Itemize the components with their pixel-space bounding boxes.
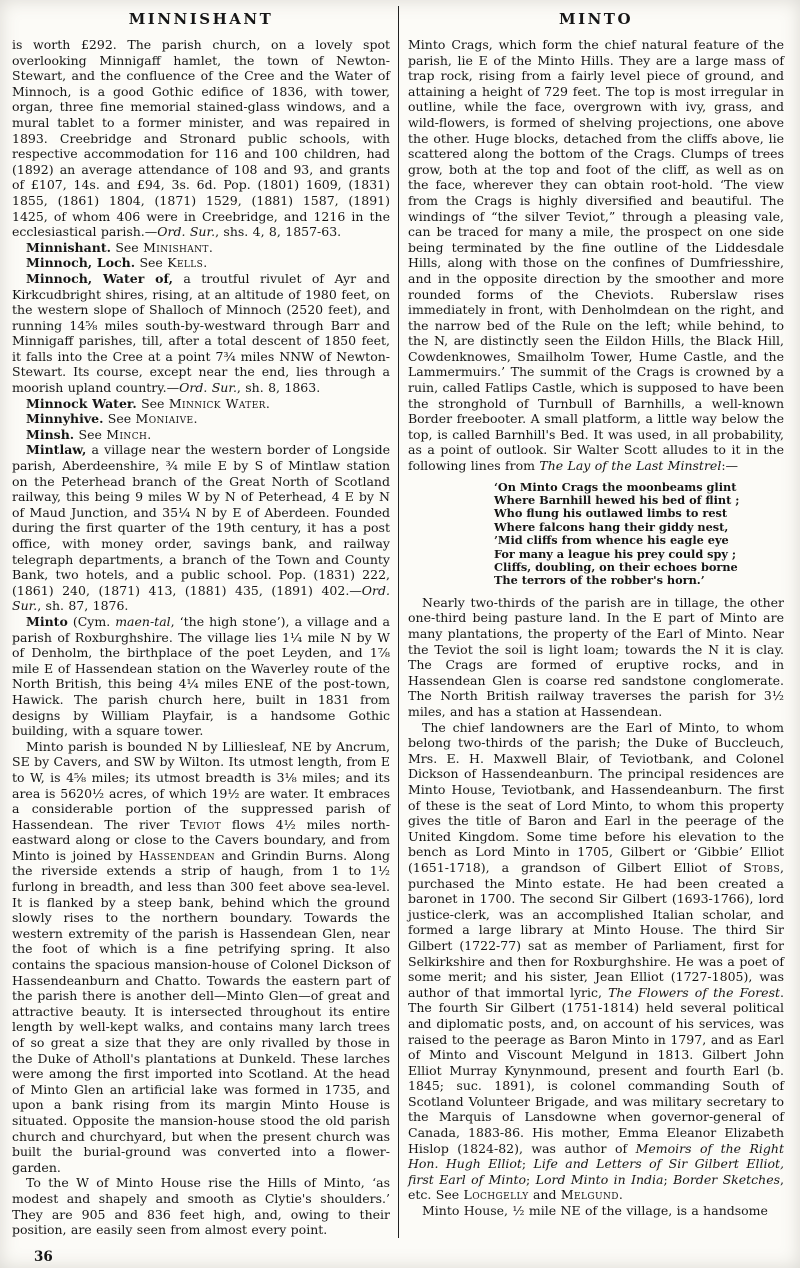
body-text: a village near the western border of Longside parish, Aberdeenshire, ¾ mile E by S of Mintlaw station on the Peterhead branch of the Great North of Scotland railway, this being 9 miles W by N of Peterhead, 4 E by N of Maud Junction, and 35¼ N by E of Aberdeen. Founded during the first quarter of the 19th century, it has a post office, with money order, savings bank, and railway telegraph departments, a branch of the Town and County Bank, two hotels, and a public school. Pop. (1831) 222, (1861) 240, (1871) 413, (1881) 435, (1891) 402.—: [12, 442, 390, 598]
body-text: Minto House, ½ mile NE of the village, is a handsome: [422, 1203, 768, 1219]
paragraph: [12, 240, 390, 256]
italic-title: Border Sketches: [673, 1171, 781, 1187]
paragraph: [408, 595, 784, 720]
body-text: , purchased the Minto estate. He had been created a baronet in 1700. The second Sir Gilbert (1693-1766), lord justice-clerk, was an accomplished Italian scholar, and formed a large library at Minto House. The third Sir Gilbert (1722-77) sat as member of Parliament, first for Selkirkshire and then for Roxburghshire. He was a poet of some merit; and his sister, Jean Elliot (1727-1805), was author of that immortal lyric,: [408, 859, 784, 1000]
small-caps-reference: Kells: [167, 255, 204, 271]
small-caps-reference: Moniaive: [135, 411, 194, 427]
paragraph: [12, 442, 390, 614]
small-caps-reference: Hassendean: [138, 847, 216, 863]
right-column-body: [408, 37, 784, 1219]
paragraph: [12, 271, 390, 396]
body-text: Nearly two-thirds of the parish are in tillage, the other one-third being pasture land. In the E part of Minto are many plantations, the property of the Earl of Minto. Near the Teviot the soil is light loam; towards the N it is clay. The Crags are formed of eruptive rocks, and in Hassendean Glen is coarse red sandstone conglomerate. The North British railway traverses the parish for 3½ miles, and has a station at Hassendean.: [408, 594, 784, 720]
paragraph: [408, 720, 784, 1203]
verse-line: Where Barnhill hewed his bed of flint ;: [494, 493, 740, 508]
body-text: ;: [663, 1171, 674, 1187]
left-running-head: MINNISHANT: [128, 10, 274, 28]
verse-line: For many a league his prey could spy ;: [494, 546, 737, 561]
right-running-head: MINTO: [558, 10, 634, 28]
body-text: and Grindin Burns. Along the riverside extends a strip of haugh, from 1 to 1½ furlong in breadth, and less than 300 feet above sea-level. It is flanked by a steep bank, behind which the ground slowly rises to the northern boundary. Towards the western extremity of the parish is Hassendean Glen, near the foot of which is a fine petrifying spring. It also contains the spacious mansion-house of Colonel Dickson of Hassendeanburn and Chatto. Towards the eastern part of the parish there is another dell—Minto Glen—of great and attractive beauty. It is intersected throughout its entire length by well-kept walks, and contains many larch trees of so great a size that they are only rivalled by those in the Duke of Atholl's plantations at Dunkeld. These larches were among the first imported into Scotland. At the head of Minto Glen an artificial lake was formed in 1735, and upon a bank rising from its margin Minto House is situated. Opposite the mansion-house stood the old parish church and churchyard, but when the present church was built the burial-ground was converted into a flower-garden.: [12, 847, 390, 1175]
body-text: Minto Crags, which form the chief natural feature of the parish, lie E of the Minto Hills. They are a large mass of trap rock, rising from a fairly level piece of ground, and attaining a height of 729 feet. The top is most irregular in outline, while the face, overgrown with ivy, grass, and wild-flowers, is formed of shelving projections, one above the other. Huge blocks, detached from the cliffs above, lie scattered along the bottom of the Crags. Clumps of trees grow, both at the top and foot of the cliff, as well as on the face, wherever they can obtain root-hold. ‘The view from the Crags is highly diversified and beautiful. The windings of “the silver Teviot,” through a pleasing vale, can be traced for many a mile, the prospect on one side being terminated by the fine outline of the Liddesdale Hills, along with those on the confines of Dumfriesshire, and in the opposite direction by the smoother and more rounded forms of the Cheviots. Ruberslaw rises immediately in front, with Denholmdean on the right, and the narrow bed of the Rule on the left; while behind, to the N, are distinctly seen the Eildon Hills, the Black Hill, Cowdenknowes, Smailholm Tower, Hume Castle, and the Lammermuirs.’ The summit of the Crags is crowned by a ruin, called Fatlips Castle, which is supposed to have been the stronghold of Turnbull of Barnhills, a well-known Border freebooter. A small platform, a little way below the top, is called Barnhill's Bed. It was used, in all probability, as a point of outlook. Sir Walter Scott alludes to it in the following lines from: [408, 37, 784, 474]
body-text: , ‘the high stone’), a village and a parish of Roxburghshire. The village lies 1¼ mile N by W of Denholm, the birthplace of the poet Leyden, and 1⅞ mile E of Hassendean station on the Waverley route of the North British, this being 4¼ miles ENE of the post-town, Hawick. The parish church here, built in 1831 from designs by William Playfair, is a handsome Gothic building, with a square tower.: [12, 613, 390, 739]
body-text: (Cym.: [67, 613, 116, 629]
paragraph: [408, 37, 784, 474]
italic-title: Lord Minto in India: [535, 1171, 664, 1187]
body-text: ;: [526, 1171, 536, 1187]
body-text: .: [203, 255, 208, 271]
verse-line: ’Mid cliffs from whence his eagle eye: [494, 533, 729, 548]
verse-line: Who flung his outlawed limbs to rest: [494, 506, 728, 521]
body-text: :—: [721, 458, 739, 474]
body-text: .: [193, 411, 198, 427]
body-text: , sh. 8, 1863.: [236, 380, 321, 396]
italic-title: maen-tal: [115, 613, 171, 629]
body-text: . The fourth Sir Gilbert (1751-1814) held several political and diplomatic posts, and, on account of his services, was raised to the peerage as Baron Minto in 1797, and as Earl of Minto and Viscount Melgund in 1813. Gilbert John Elliot Murray Kynynmound, present and fourth Earl (b. 1845; suc. 1891), is colonel commanding South of Scotland Volunteer Brigade, and was military secretary to the Marquis of Lansdowne when governor-general of Canada, 1883-86. His mother, Emma Eleanor Elizabeth Hislop (1824-82), was author of: [408, 984, 784, 1156]
entry-headword: Minsh.: [26, 426, 75, 442]
verse-line: ‘On Minto Crags the moonbeams glint: [494, 479, 737, 494]
italic-title: Ord. Sur.: [179, 380, 237, 396]
small-caps-reference: Minch: [106, 426, 148, 442]
paragraph: [12, 427, 390, 443]
italic-title: Memoirs of the Right Hon. Hugh Elliot: [408, 1140, 784, 1172]
body-text: , shs. 4, 8, 1857-63.: [215, 224, 342, 240]
body-text: The chief landowners are the Earl of Minto, to whom belong two-thirds of the parish; the Duke of Buccleuch, Mrs. E. H. Maxwell Blair, of Teviotbank, and Colonel Dickson of Hassendeanburn. The principal residences are Minto House, Teviotbank, and Hassendeanburn. The first of these is the seat of Lord Minto, to whom this property gives the title of Baron and Earl in the peerage of the United Kingdom. Some time before his elevation to the bench as Lord Minto in 1705, Gilbert or ‘Gibbie’ Elliot (1651-1718), a grandson of Gilbert Elliot of: [408, 719, 784, 875]
body-text: , etc. See: [408, 1171, 784, 1203]
italic-title: Life and Letters of Sir Gilbert Elliot, first Earl of Minto: [408, 1156, 784, 1187]
italic-title: The Lay of the Last Minstrel: [539, 458, 722, 474]
body-text: See: [74, 426, 107, 442]
column-right: [398, 6, 786, 1238]
small-caps-reference: Minishant: [143, 239, 209, 255]
paragraph: [12, 411, 390, 427]
italic-title: Ord. Sur.: [157, 224, 216, 240]
verse-line: Cliffs, doubling, on their echoes borne: [494, 560, 738, 575]
entry-headword: Minnoch, Loch.: [26, 255, 136, 271]
body-text: .: [265, 395, 270, 411]
italic-title: Ord. Sur.: [12, 582, 390, 614]
entry-headword: Minto: [26, 613, 68, 629]
body-text: ;: [521, 1156, 534, 1172]
body-text: .: [208, 239, 213, 255]
small-caps-reference: Stobs: [743, 859, 781, 875]
column-left: [10, 6, 398, 1238]
body-text: and: [528, 1187, 561, 1203]
small-caps-reference: Lochgelly: [463, 1187, 529, 1203]
paragraph: [12, 396, 390, 412]
body-text: , sh. 87, 1876.: [37, 598, 129, 614]
verse-quote: [494, 481, 784, 588]
small-caps-reference: Teviot: [180, 816, 222, 832]
body-text: See: [135, 255, 168, 271]
entry-headword: Mintlaw,: [26, 442, 87, 458]
italic-title: The Flowers of the Forest: [608, 984, 781, 1000]
small-caps-reference: Minnick Water: [168, 395, 266, 411]
body-text: To the W of Minto House rise the Hills of Minto, ‘as modest and shapely and smooth as Clytie's shoulders.’ They are 905 and 836 feet high, and, owing to their position, are easily seen from almost every point.: [12, 1175, 390, 1238]
body-text: .: [618, 1187, 623, 1203]
paragraph: [12, 37, 390, 240]
body-text: See: [103, 411, 136, 427]
entry-headword: Minnishant.: [26, 239, 111, 255]
page-number: 36: [34, 1249, 53, 1265]
entry-headword: Minnock Water.: [26, 395, 137, 411]
entry-headword: Minnoch, Water of,: [26, 270, 173, 286]
body-text: Minto parish is bounded N by Lilliesleaf, NE by Ancrum, SE by Cavers, and SW by Wilton. Its utmost length, from E to W, is 4⅝ miles; its utmost breadth is 3⅛ miles; and its area is 5620½ acres, of which 19½ are water. It embraces a considerable portion of the suppressed parish of Hassendean. The river: [12, 738, 390, 832]
paragraph: [12, 255, 390, 271]
body-text: .: [147, 426, 152, 442]
paragraph: [12, 614, 390, 739]
paragraph: [12, 1175, 390, 1237]
body-text: See: [136, 395, 169, 411]
verse-line: The terrors of the robber's horn.’: [494, 573, 705, 588]
verse-line: Where falcons hang their giddy nest,: [494, 519, 729, 534]
left-column-body: [12, 37, 390, 1238]
small-caps-reference: Melgund: [560, 1187, 619, 1203]
body-text: See: [110, 239, 144, 255]
entry-headword: Minnyhive.: [26, 411, 104, 427]
body-text: is worth £292. The parish church, on a lovely spot overlooking Minnigaff hamlet, the town of Newton-Stewart, and the confluence of the Cree and the Water of Minnoch, is a good Gothic edifice of 1836, with tower, organ, three fine memorial stained-glass windows, and a mural tablet to a former minister, and was repaired in 1893. Creebridge and Stronard public schools, with respective accommodation for 116 and 100 children, had (1892) an average attendance of 108 and 93, and grants of £107, 14s. and £94, 3s. 6d. Pop. (1801) 1609, (1831) 1855, (1861) 1804, (1871) 1529, (1881) 1587, (1891) 1425, of whom 406 were in Creebridge, and 1216 in the ecclesiastical parish.—: [12, 37, 390, 240]
body-text: flows 4½ miles north-eastward along or close to the Cavers boundary, and from Minto is joined by: [12, 816, 390, 863]
paragraph: [12, 739, 390, 1176]
body-text: a troutful rivulet of Ayr and Kirkcudbright shires, rising, at an altitude of 1980 feet, on the western slope of Shalloch of Minnoch (2520 feet), and running 14⅝ miles south-by-westward through Barr and Minnigaff parishes, till, after a total descent of 1850 feet, it falls into the Cree at a point 7¾ miles NNW of Newton-Stewart. Its course, except near the end, lies through a moorish upland country.—: [12, 270, 390, 396]
paragraph: [408, 1203, 784, 1219]
